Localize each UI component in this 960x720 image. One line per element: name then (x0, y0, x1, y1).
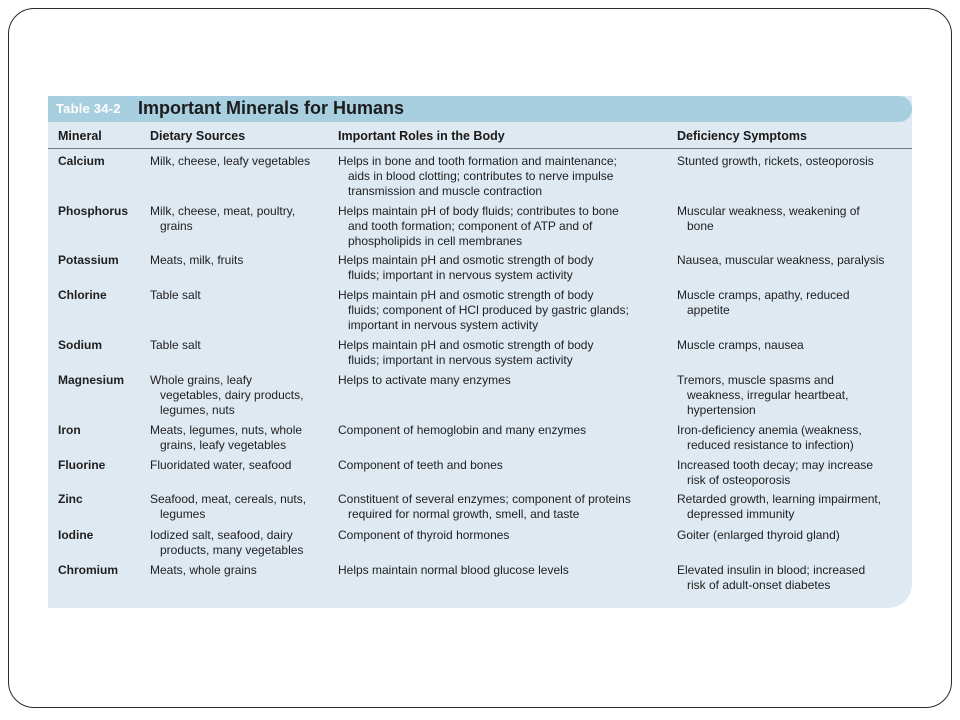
cell-deficiency-symptoms (677, 492, 881, 522)
cell-dietary-sources (150, 563, 257, 578)
cell-line: bone (687, 219, 714, 233)
cell-line: fluids; important in nervous system activity (348, 353, 573, 367)
table-header-row (48, 126, 912, 149)
cell-line: Seafood, meat, cereals, nuts, (150, 492, 307, 506)
cell-mineral: Chlorine (58, 288, 107, 302)
cell-line: Meats, whole grains (150, 563, 257, 577)
cell-mineral: Potassium (58, 253, 119, 267)
cell-line: required for normal growth, smell, and taste (348, 507, 580, 521)
cell-line: Table salt (150, 338, 201, 352)
cell-line: Milk, cheese, leafy vegetables (150, 154, 311, 168)
cell-important-roles (338, 528, 509, 543)
cell-deficiency-symptoms (677, 563, 865, 593)
cell-dietary-sources (150, 373, 303, 418)
header-mineral: Mineral (58, 129, 102, 143)
cell-mineral: Magnesium (58, 373, 125, 387)
cell-line: fluids; component of HCl produced by gastric glands; (348, 303, 629, 317)
header-important-roles: Important Roles in the Body (338, 129, 505, 143)
cell-line: important in nervous system activity (348, 318, 539, 332)
cell-line: fluids; important in nervous system activity (348, 268, 573, 282)
cell-line: Component of thyroid hormones (338, 528, 510, 542)
cell-important-roles (338, 492, 631, 522)
cell-line: Helps maintain pH and osmotic strength of body (338, 253, 594, 267)
cell-important-roles (338, 373, 511, 388)
cell-important-roles (338, 154, 617, 199)
cell-line: Muscle cramps, nausea (677, 338, 804, 352)
cell-line: Goiter (enlarged thyroid gland) (677, 528, 840, 542)
cell-dietary-sources (150, 458, 291, 473)
cell-mineral: Iodine (58, 528, 94, 542)
cell-line: grains (160, 219, 193, 233)
cell-important-roles (338, 204, 619, 249)
cell-mineral: Iron (58, 423, 81, 437)
header-deficiency-symptoms: Deficiency Symptoms (677, 129, 807, 143)
cell-mineral: Chromium (58, 563, 118, 577)
cell-dietary-sources (150, 528, 303, 558)
cell-line: Iron-deficiency anemia (weakness, (677, 423, 862, 437)
cell-line: hypertension (687, 403, 756, 417)
cell-deficiency-symptoms (677, 338, 804, 353)
cell-line: Component of teeth and bones (338, 458, 503, 472)
cell-mineral: Sodium (58, 338, 102, 352)
cell-dietary-sources (150, 288, 201, 303)
cell-line: Retarded growth, learning impairment, (677, 492, 882, 506)
cell-line: Helps in bone and tooth formation and maintenance; (338, 154, 617, 168)
cell-mineral: Zinc (58, 492, 83, 506)
cell-deficiency-symptoms (677, 253, 884, 268)
cell-line: Helps maintain pH of body fluids; contributes to bone (338, 204, 619, 218)
cell-deficiency-symptoms (677, 204, 860, 234)
cell-line: vegetables, dairy products, (160, 388, 304, 402)
cell-line: transmission and muscle contraction (348, 184, 543, 198)
cell-deficiency-symptoms (677, 528, 840, 543)
cell-deficiency-symptoms (677, 423, 862, 453)
cell-important-roles (338, 338, 593, 368)
cell-deficiency-symptoms (677, 458, 873, 488)
cell-line: Elevated insulin in blood; increased (677, 563, 866, 577)
cell-line: Muscular weakness, weakening of (677, 204, 860, 218)
cell-line: Meats, legumes, nuts, whole (150, 423, 303, 437)
cell-line: Component of hemoglobin and many enzymes (338, 423, 587, 437)
cell-line: Whole grains, leafy (150, 373, 253, 387)
cell-line: aids in blood clotting; contributes to nerve impulse (348, 169, 614, 183)
cell-line: Tremors, muscle spasms and (677, 373, 834, 387)
table-title: Important Minerals for Humans (138, 98, 405, 118)
cell-line: Muscle cramps, apathy, reduced (677, 288, 850, 302)
cell-line: grains, leafy vegetables (160, 438, 287, 452)
cell-important-roles (338, 458, 503, 473)
cell-line: Increased tooth decay; may increase (677, 458, 874, 472)
cell-line: Nausea, muscular weakness, paralysis (677, 253, 885, 267)
cell-dietary-sources (150, 492, 306, 522)
cell-line: Helps maintain pH and osmotic strength of body (338, 288, 594, 302)
cell-important-roles (338, 288, 629, 333)
cell-line: depressed immunity (687, 507, 795, 521)
cell-line: risk of adult-onset diabetes (687, 578, 831, 592)
cell-line: Helps to activate many enzymes (338, 373, 511, 387)
cell-dietary-sources (150, 204, 295, 234)
cell-deficiency-symptoms (677, 288, 850, 318)
cell-dietary-sources (150, 253, 243, 268)
cell-line: appetite (687, 303, 730, 317)
cell-line: Iodized salt, seafood, dairy (150, 528, 293, 542)
cell-important-roles (338, 423, 586, 438)
cell-line: phospholipids in cell membranes (348, 234, 523, 248)
cell-line: risk of osteoporosis (687, 473, 791, 487)
table-title-bar (48, 96, 912, 122)
cell-line: legumes (160, 507, 206, 521)
cell-line: legumes, nuts (160, 403, 235, 417)
cell-line: Table salt (150, 288, 201, 302)
cell-line: Meats, milk, fruits (150, 253, 244, 267)
cell-important-roles (338, 563, 569, 578)
cell-line: weakness, irregular heartbeat, (687, 388, 849, 402)
cell-line: Constituent of several enzymes; component of proteins (338, 492, 631, 506)
cell-dietary-sources (150, 423, 302, 453)
cell-mineral: Phosphorus (58, 204, 129, 218)
cell-deficiency-symptoms (677, 373, 848, 418)
cell-important-roles (338, 253, 593, 283)
cell-dietary-sources (150, 154, 310, 169)
minerals-table (48, 96, 912, 608)
header-dietary-sources: Dietary Sources (150, 129, 246, 143)
table-number: Table 34-2 (56, 101, 121, 116)
cell-mineral: Fluorine (58, 458, 106, 472)
cell-deficiency-symptoms (677, 154, 874, 169)
cell-line: Helps maintain normal blood glucose levels (338, 563, 569, 577)
cell-line: products, many vegetables (160, 543, 304, 557)
cell-line: Milk, cheese, meat, poultry, (150, 204, 296, 218)
cell-line: Fluoridated water, seafood (150, 458, 292, 472)
cell-line: reduced resistance to infection) (687, 438, 854, 452)
cell-dietary-sources (150, 338, 201, 353)
cell-line: Helps maintain pH and osmotic strength of body (338, 338, 594, 352)
cell-mineral: Calcium (58, 154, 105, 168)
cell-line: Stunted growth, rickets, osteoporosis (677, 154, 874, 168)
cell-line: and tooth formation; component of ATP and of (348, 219, 593, 233)
